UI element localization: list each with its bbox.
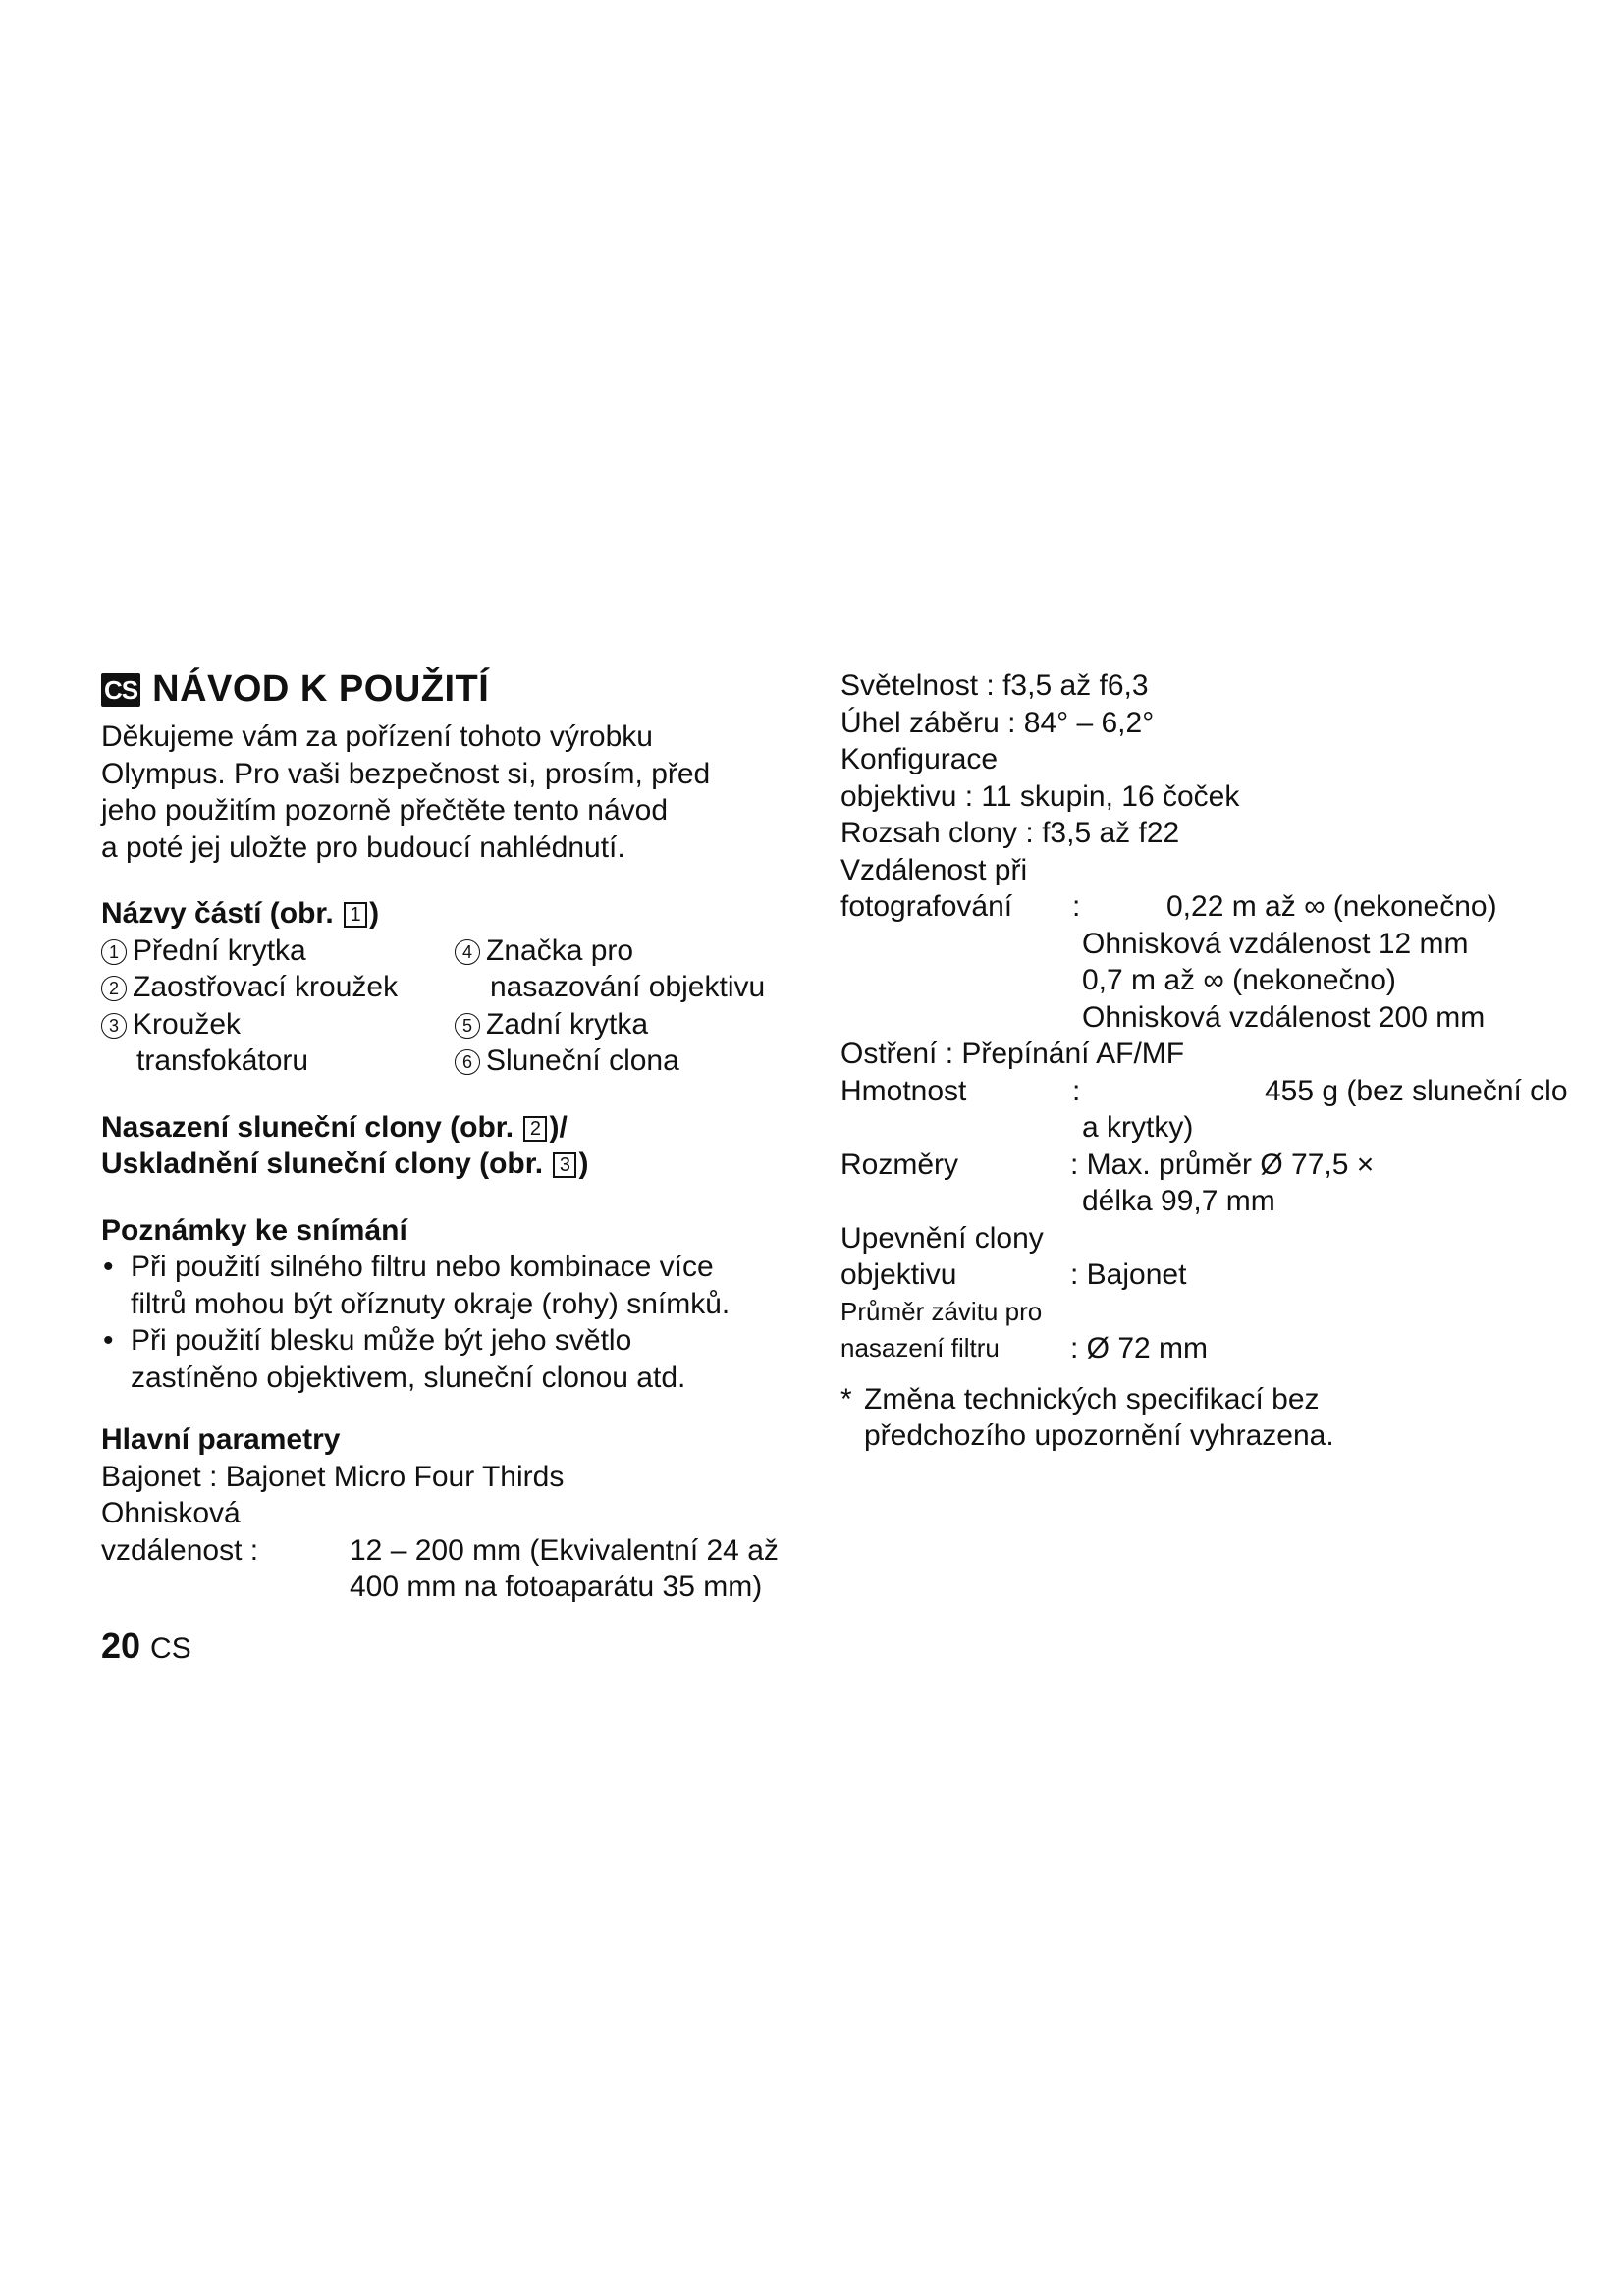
spec-config-label: Konfigurace (840, 743, 999, 775)
intro-line: jeho použitím pozorně přečtěte tento návod (101, 794, 669, 827)
note-bullet: • Při použití blesku může být jeho světlo zastíněno objektivem, sluneční clonou atd. (101, 1322, 788, 1396)
page-footer (101, 1626, 191, 1667)
spec-weight-cont: a krytky) (1082, 1111, 1194, 1144)
language-badge: CS (101, 673, 140, 707)
intro-line: a poté jej uložte pro budoucí nahlédnutí. (101, 830, 625, 864)
figure-ref: 2 (523, 1116, 547, 1142)
part-item: 6 Sluneční clona (455, 1042, 788, 1080)
page-title: NÁVOD K POUŽITÍ (152, 668, 490, 711)
param-mount: Bajonet : Bajonet Micro Four Thirds (101, 1460, 565, 1493)
left-column (101, 666, 788, 1606)
part-item: 1 Přední krytka (101, 933, 455, 970)
figure-ref: 1 (344, 902, 367, 928)
part-item: 4 Značka pro (455, 933, 788, 970)
parts-list (101, 933, 788, 1080)
intro-paragraph (101, 719, 788, 866)
part-item: 2 Zaostřovací kroužek (101, 969, 455, 1006)
title-row (101, 666, 788, 715)
note-bullet: • Při použití silného filtru nebo kombinace více filtrů mohou být oříznuty okraje (rohy) snímků. (101, 1249, 788, 1322)
part-item: 3 Kroužek (101, 1006, 455, 1043)
spec-distance: fotografování : 0,22 m až ∞ (nekonečno) (840, 890, 1497, 923)
spec-dimensions-cont: délka 99,7 mm (1082, 1185, 1275, 1217)
spec-aperture: Světelnost : f3,5 až f6,3 (840, 669, 1149, 702)
param-focal-cont: 400 mm na fotoaparátu 35 mm) (350, 1571, 763, 1603)
notes-heading: Poznámky ke snímání (101, 1213, 407, 1247)
part-item: 5 Zadní krytka (455, 1006, 788, 1043)
intro-line: Děkujeme vám za pořízení tohoto výrobku (101, 721, 653, 753)
spec-weight: Hmotnost : 455 g (bez sluneční clo (840, 1074, 1568, 1107)
hood-heading: Nasazení sluneční clony (obr. 2 )/ Uskladnění sluneční clony (obr. 3 ) (101, 1110, 589, 1180)
footer-language: CS (150, 1632, 191, 1665)
spec-filter-label: Průměr závitu pro (840, 1296, 1043, 1326)
spec-filter: nasazení filtru : Ø 72 mm (840, 1332, 1209, 1364)
part-item-continuation: transfokátoru (136, 1044, 309, 1077)
figure-ref: 3 (553, 1152, 576, 1178)
params-heading: Hlavní parametry (101, 1423, 341, 1456)
spec-distance-cont: 0,7 m až ∞ (nekonečno) (1082, 964, 1396, 996)
spec-distance-cont: Ohnisková vzdálenost 200 mm (1082, 1000, 1486, 1034)
spec-note: * Změna technických specifikací bez předchozího upozornění vyhrazena. (840, 1381, 1616, 1455)
param-focal-label: Ohnisková (101, 1497, 241, 1529)
spec-distance-cont: Ohnisková vzdálenost 12 mm (1082, 927, 1469, 960)
spec-range: Rozsah clony : f3,5 až f22 (840, 817, 1180, 849)
right-column (840, 667, 1616, 1455)
param-focal: vzdálenost : 12 – 200 mm (Ekvivalentní 24 až (101, 1533, 779, 1567)
spec-config: objektivu : 11 skupin, 16 čoček (840, 779, 1240, 813)
intro-line: Olympus. Pro vaši bezpečnost si, prosím, před (101, 757, 711, 790)
page-number: 20 (101, 1626, 141, 1666)
spec-dimensions: Rozměry : Max. průměr Ø 77,5 × (840, 1148, 1375, 1181)
spec-hood: objektivu : Bajonet (840, 1258, 1187, 1291)
spec-distance-label: Vzdálenost při (840, 853, 1028, 886)
spec-angle: Úhel záběru : 84° – 6,2° (840, 706, 1155, 739)
parts-heading: Názvy částí (obr. 1 ) (101, 897, 380, 930)
part-item-continuation: nasazování objektivu (490, 971, 766, 1003)
spec-focus: Ostření : Přepínání AF/MF (840, 1038, 1185, 1070)
spec-hood-label: Upevnění clony (840, 1221, 1044, 1255)
